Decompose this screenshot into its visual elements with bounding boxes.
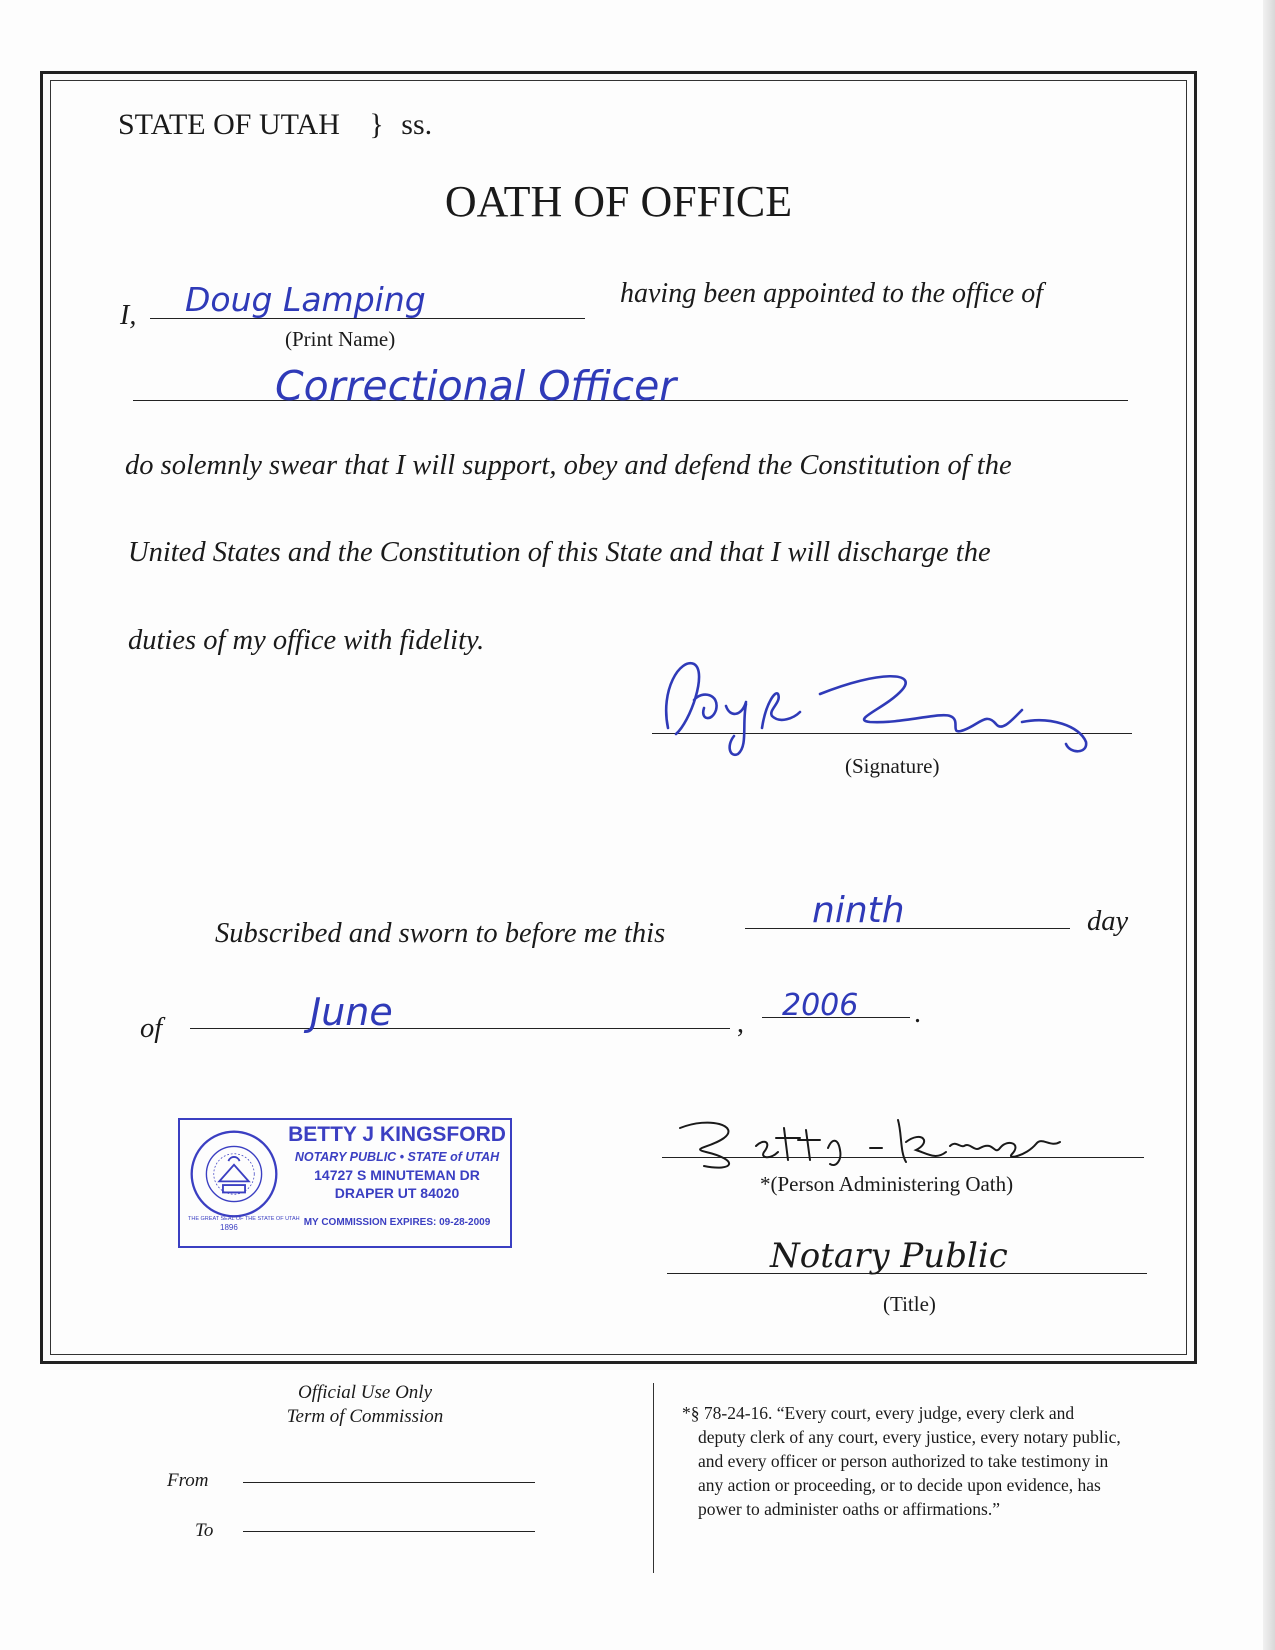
day-value: ninth [812,890,905,931]
statute-text [682,1401,1121,1521]
term-of-commission-heading: Term of Commission [286,1406,444,1427]
print-name-label: (Print Name) [285,327,396,351]
notary-address-1: 14727 S MINUTEMAN DR [314,1167,480,1183]
scan-edge [1263,0,1275,1650]
month-value: June [310,990,393,1034]
to-label: To [195,1520,214,1541]
great-seal-icon [188,1128,300,1222]
notary-address-2: DRAPER UT 84020 [334,1185,460,1201]
i-prefix: I, [120,300,137,331]
office-value: Correctional Officer [275,362,677,410]
of-prefix: of [140,1013,163,1044]
day-suffix: day [1087,906,1129,937]
signature-label: (Signature) [845,754,940,778]
official-use-heading: Official Use Only [297,1382,433,1403]
print-name-value: Doug Lamping [185,280,426,319]
appointed-text: having been appointed to the office of [620,278,1044,309]
oath-line-3: duties of my office with fidelity. [128,625,485,656]
oath-line-1: do solemnly swear that I will support, obey and defend the Constitution of the [125,450,1012,481]
state-name: STATE OF UTAH [118,108,340,141]
notary-name: BETTY J KINGSFORD [288,1123,506,1146]
comma-separator: , [737,1008,744,1039]
from-line [243,1482,535,1483]
oath-line-2: United States and the Constitution of this State and that I will discharge the [128,537,991,568]
document-title: OATH OF OFFICE [444,177,793,226]
to-line [243,1531,535,1532]
statute-line: *§ 78-24-16. “Every court, every judge, every clerk and [682,1403,1075,1423]
notary-stamp [178,1118,512,1248]
state-heading [118,108,432,142]
title-label: (Title) [883,1292,936,1316]
statute-line: and every officer or person authorized to take testimony in [698,1451,1109,1471]
statute-line: power to administer oaths or affirmations.” [698,1499,1000,1519]
notary-commission: MY COMMISSION EXPIRES: 09-28-2009 [303,1217,491,1228]
administrator-title-value: Notary Public [770,1236,1008,1276]
day-line [745,928,1070,929]
column-divider [653,1383,654,1573]
statute-line: any action or proceeding, or to decide upon evidence, has [698,1475,1101,1495]
administrator-label: *(Person Administering Oath) [760,1172,1014,1196]
brace-symbol: } [369,108,384,141]
seal-caption: THE GREAT SEAL OF THE STATE OF UTAH [188,1216,300,1222]
period-mark: . [914,998,921,1029]
year-value: 2006 [782,988,859,1023]
month-line [190,1028,730,1029]
seal-year: 1896 [220,1223,238,1232]
ss-abbreviation: ss. [401,108,433,141]
statute-line: deputy clerk of any court, every justice, every notary public, [698,1427,1121,1447]
notary-title: NOTARY PUBLIC • STATE of UTAH [294,1150,500,1164]
subscribed-text: Subscribed and sworn to before me this [215,918,666,949]
oath-taker-signature [650,650,1120,760]
from-label: From [167,1470,209,1491]
